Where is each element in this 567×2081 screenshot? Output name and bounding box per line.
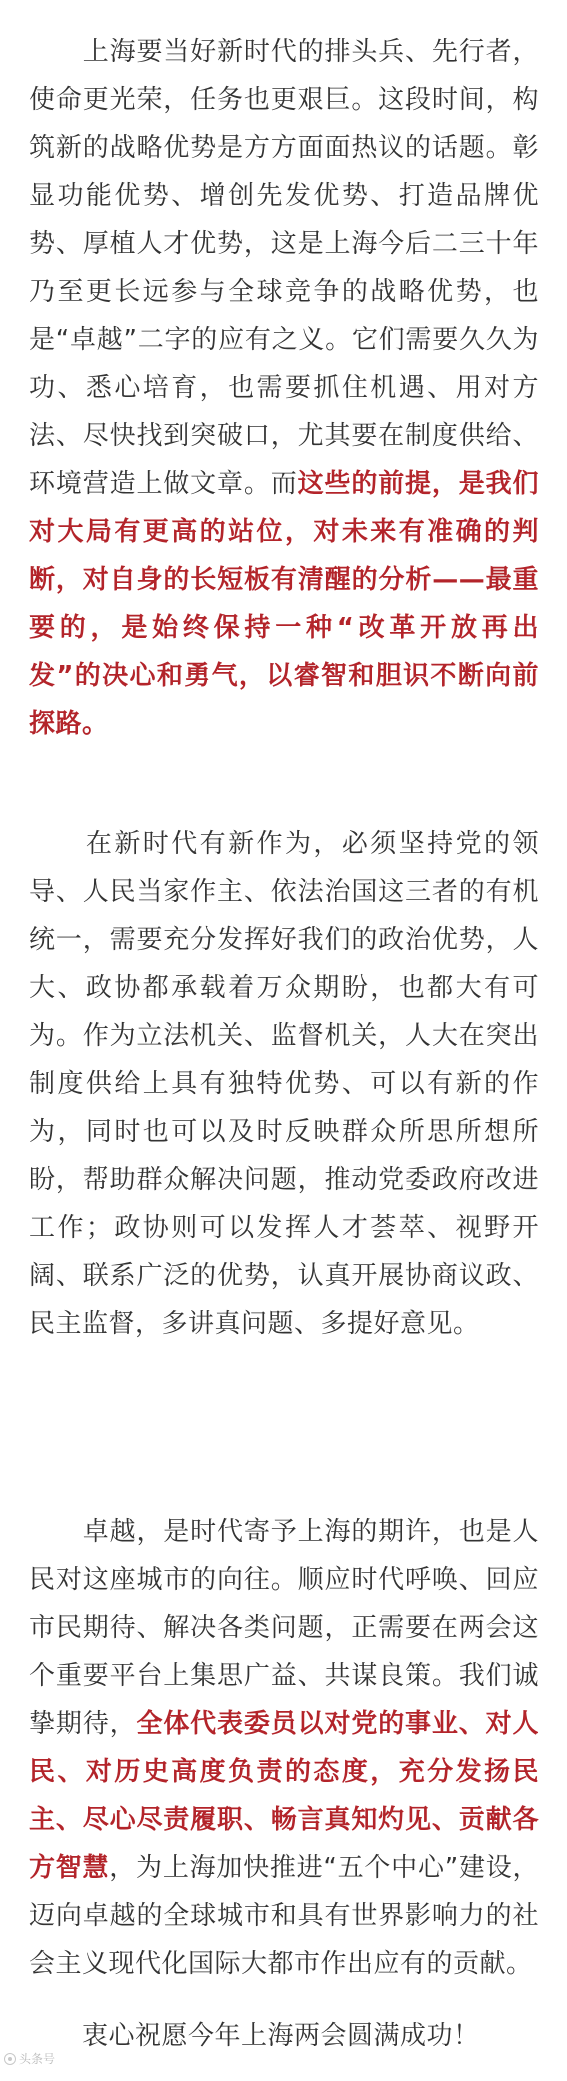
paragraph-2-text: 在新时代有新作为，必须坚持党的领导、人民当家作主、依法治国这三者的有机统一，需要充分发挥好我们的政治优势，人大、政协都承载着万众期盼，也都大有可为。作为立法机关、监督机关，人大在突出制度供给上具有独特优势、可以有新的作为，同时也可以及时反映群众所思所想所盼，帮助群众解决问题，推动党委政府改进工作；政协则可以发挥人才荟萃、视野开阔、联系广泛的优势，认真开展协商议政、民主监督，多讲真问题、多提好意见。 (29, 829, 539, 1339)
paragraph-1-text: 上海要当好新时代的排头兵、先行者，使命更光荣，任务也更艰巨。这段时间，构筑新的战略优势是方方面面热议的话题。彰显功能优势、增创先发优势、打造品牌优势、厚植人才优势，这是上海今后二三十年乃至更长远参与全球竞争的战略优势，也是“卓越”二字的应有之义。它们需要久久为功、悉心培育，也需要抓住机遇、用对方法、尽快找到突破口，尤其要在制度供给、环境营造上做文章。而 (29, 37, 539, 499)
article-closing-line (29, 2012, 539, 2060)
closing-line-text: 衷心祝愿今年上海两会圆满成功！ (29, 2021, 480, 2051)
paragraph-3-text-start: 卓越，是时代寄予上海的期许，也是人民对这座城市的向往。顺应时代呼唤、回应市民期待、解决各类问题，正需要在两会这个重要平台上集思广益、共谋良策。我们诚挚期待， (29, 1517, 539, 1739)
paragraph-3-highlight: 全体代表委员以对党的事业、对人民、对历史高度负责的态度，充分发扬民主、尽心尽责履职、畅言真知灼见、贡献各方智慧 (29, 1709, 539, 1883)
watermark-text: 头条号 (19, 2052, 56, 2066)
article-paragraph-3 (29, 1508, 539, 1988)
circle-logo-icon (4, 2053, 16, 2065)
article-paragraph-1 (29, 28, 539, 748)
article-paragraph-2 (29, 820, 539, 1348)
source-watermark (4, 2050, 55, 2067)
paragraph-3-text-end: ，为上海加快推进“五个中心”建设，迈向卓越的全球城市和具有世界影响力的社会主义现代化国际大都市作出应有的贡献。 (29, 1853, 539, 1979)
paragraph-1-highlight: 这些的前提，是我们对大局有更高的站位，对未来有准确的判断，对自身的长短板有清醒的分析——最重要的，是始终保持一种“改革开放再出发”的决心和勇气，以睿智和胆识不断向前探路。 (29, 469, 539, 739)
